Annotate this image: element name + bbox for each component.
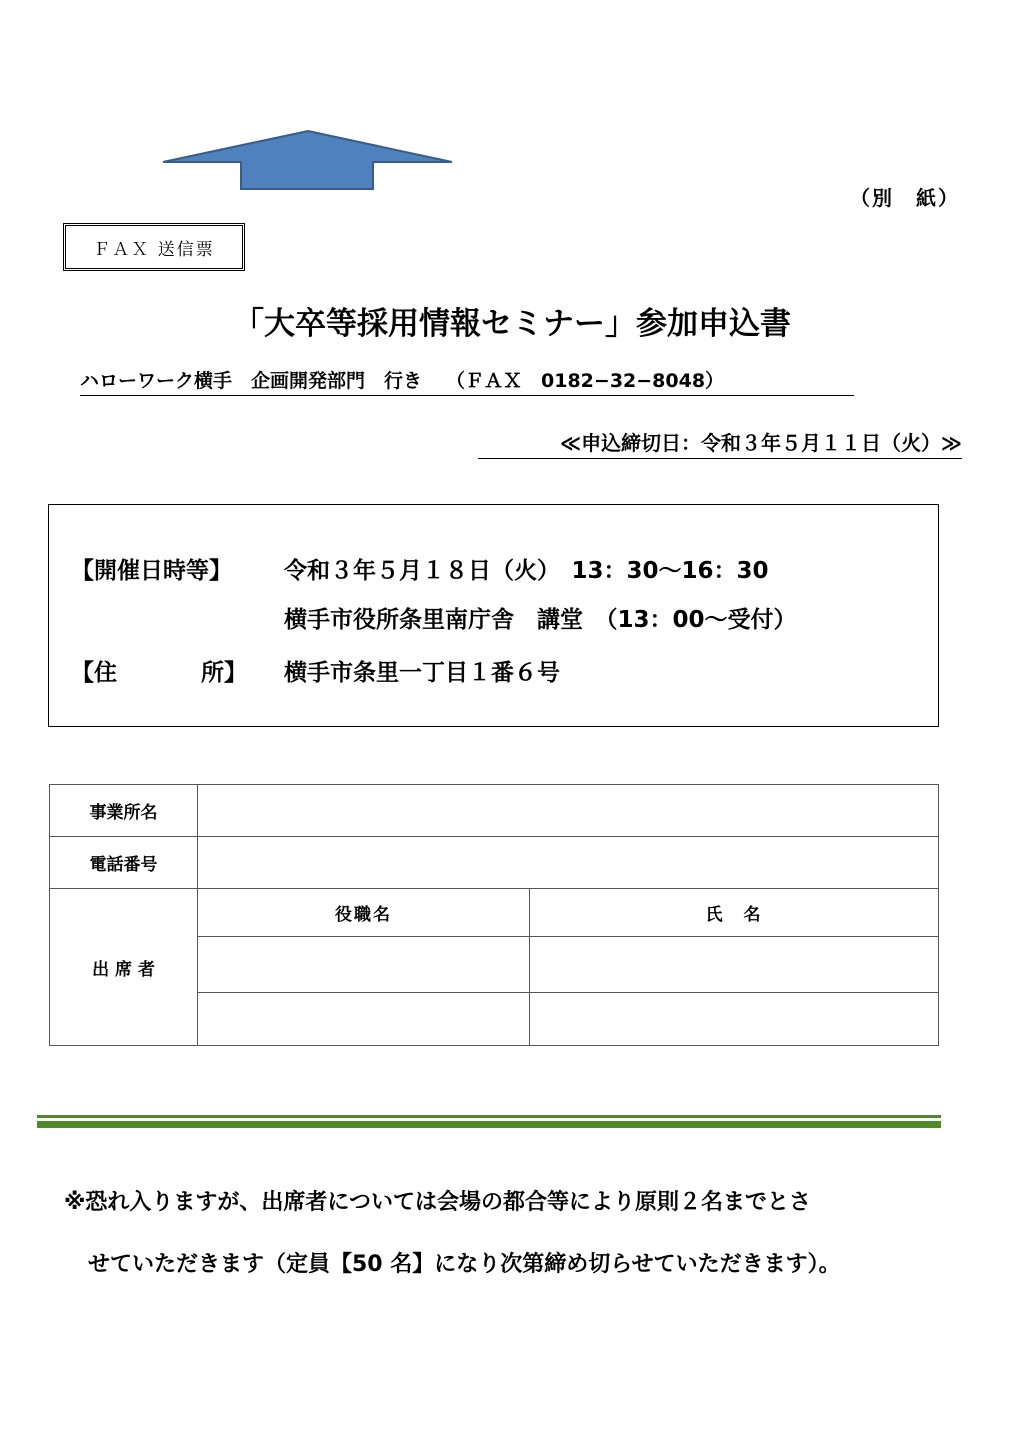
attendee-name-field[interactable] xyxy=(530,937,939,993)
page-title: 「大卒等採用情報セミナー」参加申込書 xyxy=(233,306,791,342)
application-form-table xyxy=(49,784,939,1046)
deadline-line: ≪申込締切日：令和３年５月１１日（火）≫ xyxy=(478,427,962,459)
event-venue-value: 横手市役所条里南庁舎 講堂 （13：00〜受付） xyxy=(284,607,797,633)
up-arrow-icon xyxy=(160,128,456,192)
event-info-box xyxy=(48,504,939,727)
recipient-org: ハローワーク横手 企画開発部門 行き xyxy=(80,370,423,392)
attendee-position-field[interactable] xyxy=(198,993,530,1046)
office-name-label: 事業所名 xyxy=(50,785,198,837)
divider-thick xyxy=(37,1121,941,1128)
note-line-1: ※恐れ入りますが、出席者については会場の都合等により原則２名までとさ xyxy=(64,1190,811,1215)
office-row xyxy=(50,785,939,837)
phone-row xyxy=(50,837,939,889)
note-line-2: せていただきます（定員【50 名】になり次第締め切らせていただきます）。 xyxy=(88,1252,841,1277)
annex-label: （別 紙） xyxy=(850,186,960,210)
attendee-position-field[interactable] xyxy=(198,937,530,993)
divider-thin xyxy=(37,1115,941,1118)
office-name-field[interactable] xyxy=(198,785,939,837)
phone-number-field[interactable] xyxy=(198,837,939,889)
phone-number-label: 電話番号 xyxy=(50,837,198,889)
attendee-label: 出 席 者 xyxy=(50,889,198,1046)
event-date-label: 【開催日時等】 xyxy=(71,558,232,584)
event-address-value: 横手市条里一丁目１番６号 xyxy=(284,660,560,686)
name-header: 氏 名 xyxy=(530,889,939,937)
recipient-fax: （ＦＡＸ 0182−32−8048） xyxy=(446,370,725,392)
event-address-label xyxy=(71,654,247,687)
recipient-line xyxy=(80,366,854,396)
address-label-open: 【住 xyxy=(71,660,117,686)
attendee-name-field[interactable] xyxy=(530,993,939,1046)
event-date-value: 令和３年５月１８日（火） 13：30〜16：30 xyxy=(284,558,769,584)
address-label-close: 所】 xyxy=(201,660,247,686)
attendee-header-row xyxy=(50,889,939,937)
position-header: 役職名 xyxy=(198,889,530,937)
fax-cover-label: ＦＡＸ 送信票 xyxy=(63,223,245,271)
